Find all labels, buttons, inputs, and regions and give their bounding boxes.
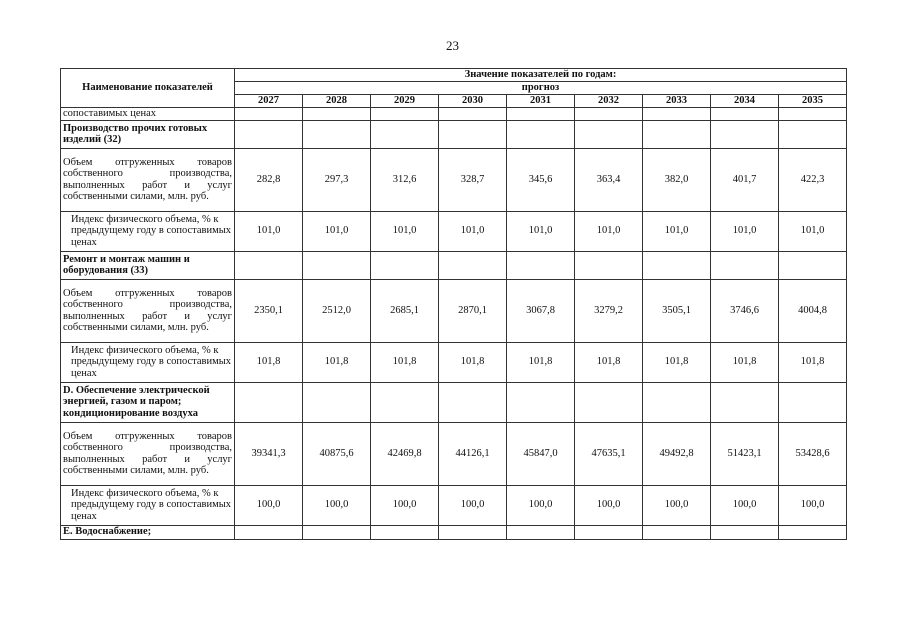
value-cell: 345,6	[507, 148, 575, 211]
value-cell	[643, 525, 711, 539]
indicator-name-cell: Индекс физического объема, % к предыдущему году в сопоставимых ценах	[61, 342, 235, 382]
value-cell	[235, 107, 303, 120]
value-cell	[235, 251, 303, 279]
value-cell: 363,4	[575, 148, 643, 211]
value-cell: 101,0	[235, 211, 303, 251]
value-cell	[711, 120, 779, 148]
value-cell: 100,0	[235, 485, 303, 525]
value-cell: 401,7	[711, 148, 779, 211]
value-cell	[779, 525, 847, 539]
value-cell	[439, 107, 507, 120]
shipment-volume-row	[61, 279, 847, 342]
value-cell: 101,8	[439, 342, 507, 382]
indicator-name-cell: Объем отгруженных товаров собственного производства, выполненных работ и услуг собственными силами, млн. руб.	[61, 279, 235, 342]
value-cell: 101,8	[643, 342, 711, 382]
value-cell	[779, 107, 847, 120]
value-cell	[371, 251, 439, 279]
value-cell	[779, 251, 847, 279]
value-cell	[779, 120, 847, 148]
indicator-name-cell: Объем отгруженных товаров собственного производства, выполненных работ и услуг собственными силами, млн. руб.	[61, 148, 235, 211]
header-year: 2027	[235, 94, 303, 107]
indicators-table	[60, 68, 847, 540]
value-cell	[303, 107, 371, 120]
value-cell: 2870,1	[439, 279, 507, 342]
value-cell	[575, 382, 643, 422]
value-cell: 100,0	[711, 485, 779, 525]
value-cell: 47635,1	[575, 422, 643, 485]
value-cell	[643, 382, 711, 422]
value-cell: 4004,8	[779, 279, 847, 342]
indicator-name-cell: E. Водоснабжение;	[61, 525, 235, 539]
value-cell: 39341,3	[235, 422, 303, 485]
value-cell: 100,0	[507, 485, 575, 525]
value-cell: 3505,1	[643, 279, 711, 342]
value-cell	[575, 107, 643, 120]
value-cell: 101,0	[303, 211, 371, 251]
indicator-name-cell: Индекс физического объема, % к предыдущему году в сопоставимых ценах	[61, 485, 235, 525]
header-forecast: прогноз	[235, 81, 847, 94]
value-cell	[643, 107, 711, 120]
value-cell: 49492,8	[643, 422, 711, 485]
value-cell	[371, 382, 439, 422]
value-cell: 101,0	[439, 211, 507, 251]
header-year: 2034	[711, 94, 779, 107]
value-cell: 44126,1	[439, 422, 507, 485]
value-cell	[507, 382, 575, 422]
physical-volume-index-row	[61, 211, 847, 251]
value-cell: 3067,8	[507, 279, 575, 342]
header-year: 2030	[439, 94, 507, 107]
value-cell	[575, 120, 643, 148]
value-cell	[303, 120, 371, 148]
value-cell	[371, 525, 439, 539]
value-cell	[575, 525, 643, 539]
value-cell: 42469,8	[371, 422, 439, 485]
section-row	[61, 251, 847, 279]
value-cell: 45847,0	[507, 422, 575, 485]
value-cell	[643, 120, 711, 148]
value-cell: 40875,6	[303, 422, 371, 485]
value-cell: 101,8	[507, 342, 575, 382]
value-cell	[439, 251, 507, 279]
value-cell: 53428,6	[779, 422, 847, 485]
header-year: 2033	[643, 94, 711, 107]
value-cell	[371, 107, 439, 120]
value-cell: 312,6	[371, 148, 439, 211]
value-cell	[439, 382, 507, 422]
value-cell	[779, 382, 847, 422]
value-cell: 101,8	[575, 342, 643, 382]
value-cell	[711, 525, 779, 539]
value-cell: 3746,6	[711, 279, 779, 342]
value-cell	[235, 525, 303, 539]
value-cell: 2350,1	[235, 279, 303, 342]
value-cell	[235, 382, 303, 422]
value-cell: 422,3	[779, 148, 847, 211]
value-cell: 100,0	[575, 485, 643, 525]
physical-volume-index-row	[61, 485, 847, 525]
value-cell: 328,7	[439, 148, 507, 211]
value-cell: 100,0	[439, 485, 507, 525]
value-cell: 101,8	[371, 342, 439, 382]
value-cell: 101,8	[303, 342, 371, 382]
value-cell: 100,0	[303, 485, 371, 525]
value-cell: 3279,2	[575, 279, 643, 342]
value-cell	[575, 251, 643, 279]
indicator-name-cell: Объем отгруженных товаров собственного производства, выполненных работ и услуг собственными силами, млн. руб.	[61, 422, 235, 485]
value-cell	[507, 107, 575, 120]
value-cell: 282,8	[235, 148, 303, 211]
value-cell	[371, 120, 439, 148]
header-year: 2032	[575, 94, 643, 107]
value-cell: 101,8	[235, 342, 303, 382]
value-cell: 101,8	[711, 342, 779, 382]
value-cell	[439, 120, 507, 148]
value-cell: 2685,1	[371, 279, 439, 342]
value-cell: 101,0	[711, 211, 779, 251]
shipment-volume-row	[61, 422, 847, 485]
value-cell: 100,0	[371, 485, 439, 525]
value-cell: 382,0	[643, 148, 711, 211]
value-cell: 100,0	[779, 485, 847, 525]
indicator-name-cell: Ремонт и монтаж машин и оборудования (33)	[61, 251, 235, 279]
value-cell: 101,0	[779, 211, 847, 251]
section-row	[61, 525, 847, 539]
header-values-by-year: Значение показателей по годам:	[235, 69, 847, 82]
value-cell	[303, 525, 371, 539]
value-cell: 101,0	[643, 211, 711, 251]
indicator-name-cell: Индекс физического объема, % к предыдущему году в сопоставимых ценах	[61, 211, 235, 251]
value-cell: 51423,1	[711, 422, 779, 485]
value-cell	[439, 525, 507, 539]
value-cell	[303, 382, 371, 422]
header-year: 2031	[507, 94, 575, 107]
value-cell: 101,8	[779, 342, 847, 382]
value-cell	[507, 251, 575, 279]
value-cell	[711, 251, 779, 279]
physical-volume-index-row	[61, 342, 847, 382]
header-year: 2028	[303, 94, 371, 107]
header-indicator-name: Наименование показателей	[61, 69, 235, 108]
value-cell	[507, 120, 575, 148]
value-cell: 297,3	[303, 148, 371, 211]
value-cell: 100,0	[643, 485, 711, 525]
header-year: 2029	[371, 94, 439, 107]
value-cell: 101,0	[507, 211, 575, 251]
page-number: 23	[446, 38, 459, 53]
indicator-name-cell: сопоставимых ценах	[61, 107, 235, 120]
value-cell	[711, 382, 779, 422]
section-row	[61, 120, 847, 148]
section-row	[61, 382, 847, 422]
shipment-volume-row	[61, 148, 847, 211]
table-body	[61, 107, 847, 539]
header-year: 2035	[779, 94, 847, 107]
value-cell: 101,0	[371, 211, 439, 251]
value-cell: 101,0	[575, 211, 643, 251]
value-cell	[507, 525, 575, 539]
indicator-name-cell: D. Обеспечение электрической энергией, газом и паром; кондиционирование воздуха	[61, 382, 235, 422]
value-cell	[711, 107, 779, 120]
continued-row	[61, 107, 847, 120]
indicator-name-cell: Производство прочих готовых изделий (32)	[61, 120, 235, 148]
table-header	[61, 69, 847, 108]
value-cell: 2512,0	[303, 279, 371, 342]
value-cell	[303, 251, 371, 279]
value-cell	[643, 251, 711, 279]
value-cell	[235, 120, 303, 148]
